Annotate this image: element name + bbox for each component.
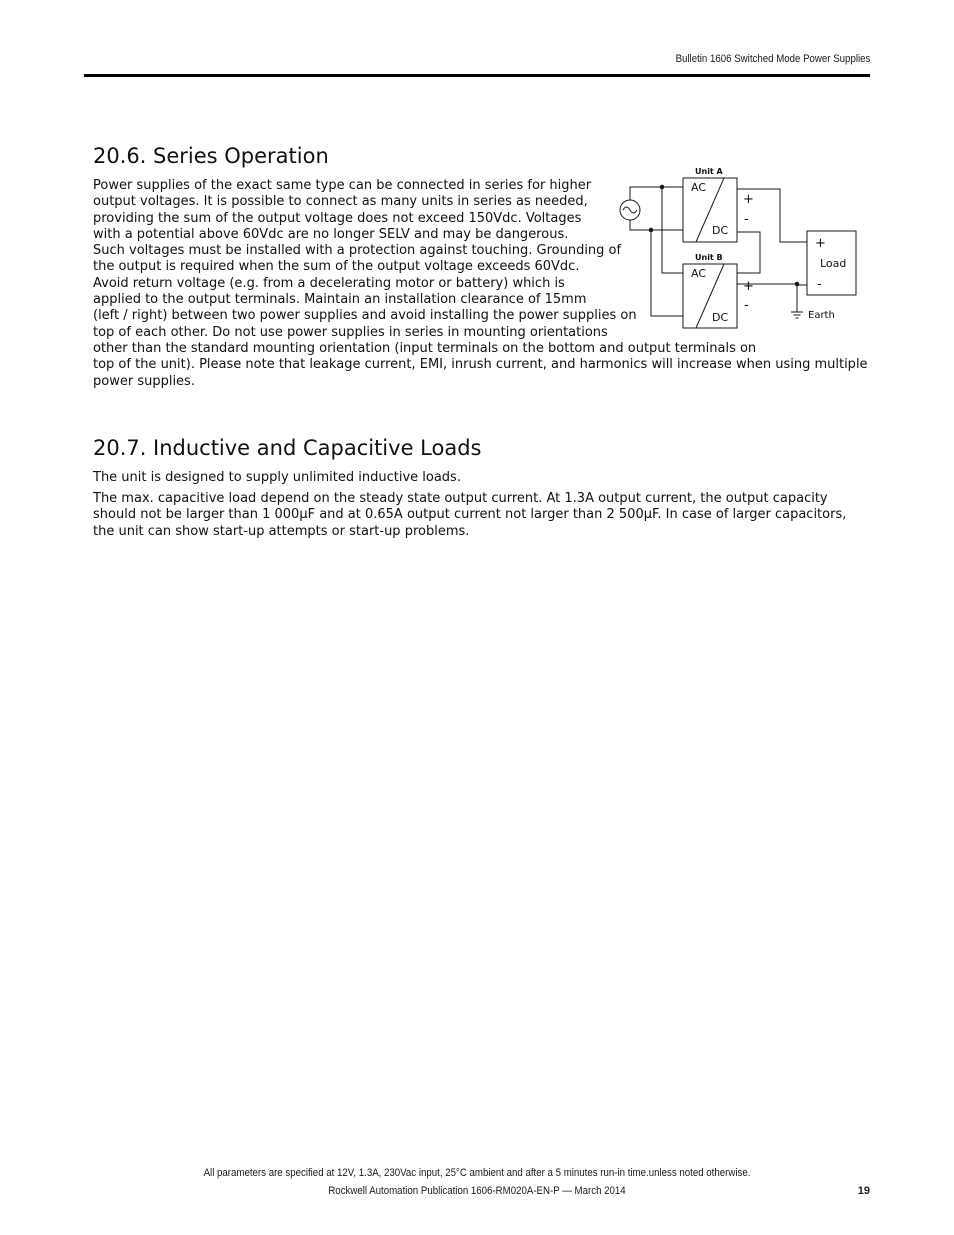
unit-a-minus: - <box>744 212 749 227</box>
footer-publication: Rockwell Automation Publication 1606-RM020A-EN-P — March 2014 <box>328 1185 626 1197</box>
junction-dot <box>649 228 654 233</box>
load-label: Load <box>820 257 847 270</box>
paragraph-line: applied to the output terminals. Maintain an installation clearance of 15mm <box>93 292 587 308</box>
page-number: 19 <box>857 1185 870 1197</box>
unit-b-label: Unit B <box>695 253 723 262</box>
paragraph-line: Such voltages must be installed with a protection against touching. Grounding of <box>93 243 622 259</box>
unit-b-minus: - <box>744 298 749 313</box>
capacitive-loads-paragraph <box>93 491 846 540</box>
paragraph-line: The unit is designed to supply unlimited inductive loads. <box>93 470 461 485</box>
load-minus: - <box>817 277 822 292</box>
unit-b-dc-label: DC <box>712 311 729 324</box>
paragraph-line: providing the sum of the output voltage does not exceed 150Vdc. Voltages <box>93 210 582 226</box>
paragraph-line: power supplies. <box>93 373 195 389</box>
paragraph-line: the output is required when the sum of the output voltage exceeds 60Vdc. <box>93 259 580 275</box>
unit-a-ac-label: AC <box>691 181 707 194</box>
paragraph-line: (left / right) between two power supplies and avoid installing the power supplies on <box>93 308 637 324</box>
unit-a-dc-label: DC <box>712 224 729 237</box>
paragraph-line: other than the standard mounting orientation (input terminals on the bottom and output terminals on <box>93 340 757 356</box>
inductive-loads-paragraph <box>93 470 461 486</box>
paragraph-line: Avoid return voltage (e.g. from a decelerating motor or battery) which is <box>93 275 565 291</box>
section-title-text: Inductive and Capacitive Loads <box>153 436 482 460</box>
paragraph-line: the unit can show start-up attempts or start-up problems. <box>93 523 470 539</box>
running-header: Bulletin 1606 Switched Mode Power Supplies <box>675 53 870 65</box>
series-wiring-diagram <box>610 160 860 335</box>
section-number: 20.7. <box>93 436 147 460</box>
paragraph-line: top of each other. Do not use power supplies in series in mounting orientations <box>93 324 608 340</box>
footer-note: All parameters are specified at 12V, 1.3A, 230Vac input, 25°C ambient and after a 5 minutes run-in time.unless noted otherwise. <box>203 1167 751 1179</box>
paragraph-line: output voltages. It is possible to connect as many units in series as needed, <box>93 194 588 210</box>
section-title-series-operation <box>93 144 329 168</box>
section-title-inductive-capacitive-loads <box>93 436 481 460</box>
unit-a-plus: + <box>743 192 754 207</box>
unit-b-plus: + <box>743 279 754 294</box>
paragraph-line: should not be larger than 1 000µF and at 0.65A output current not larger than 2 500µF. In case of larger capacitors, <box>93 507 847 523</box>
unit-a-label: Unit A <box>695 167 723 176</box>
section-number: 20.6. <box>93 144 147 168</box>
paragraph-line: The max. capacitive load depend on the steady state output current. At 1.3A output current, the output capacity <box>93 491 828 506</box>
junction-dot <box>795 282 800 287</box>
junction-dot <box>660 185 665 190</box>
earth-label: Earth <box>808 310 835 321</box>
load-plus: + <box>815 236 826 251</box>
unit-b-ac-label: AC <box>691 267 707 280</box>
paragraph-line: Power supplies of the exact same type can be connected in series for higher <box>93 178 592 193</box>
paragraph-line: with a potential above 60Vdc are no longer SELV and may be dangerous. <box>93 226 569 242</box>
header-rule <box>84 74 870 77</box>
paragraph-line: top of the unit). Please note that leakage current, EMI, inrush current, and harmonics will increase when using multiple <box>93 357 868 373</box>
section-title-text: Series Operation <box>153 144 329 168</box>
